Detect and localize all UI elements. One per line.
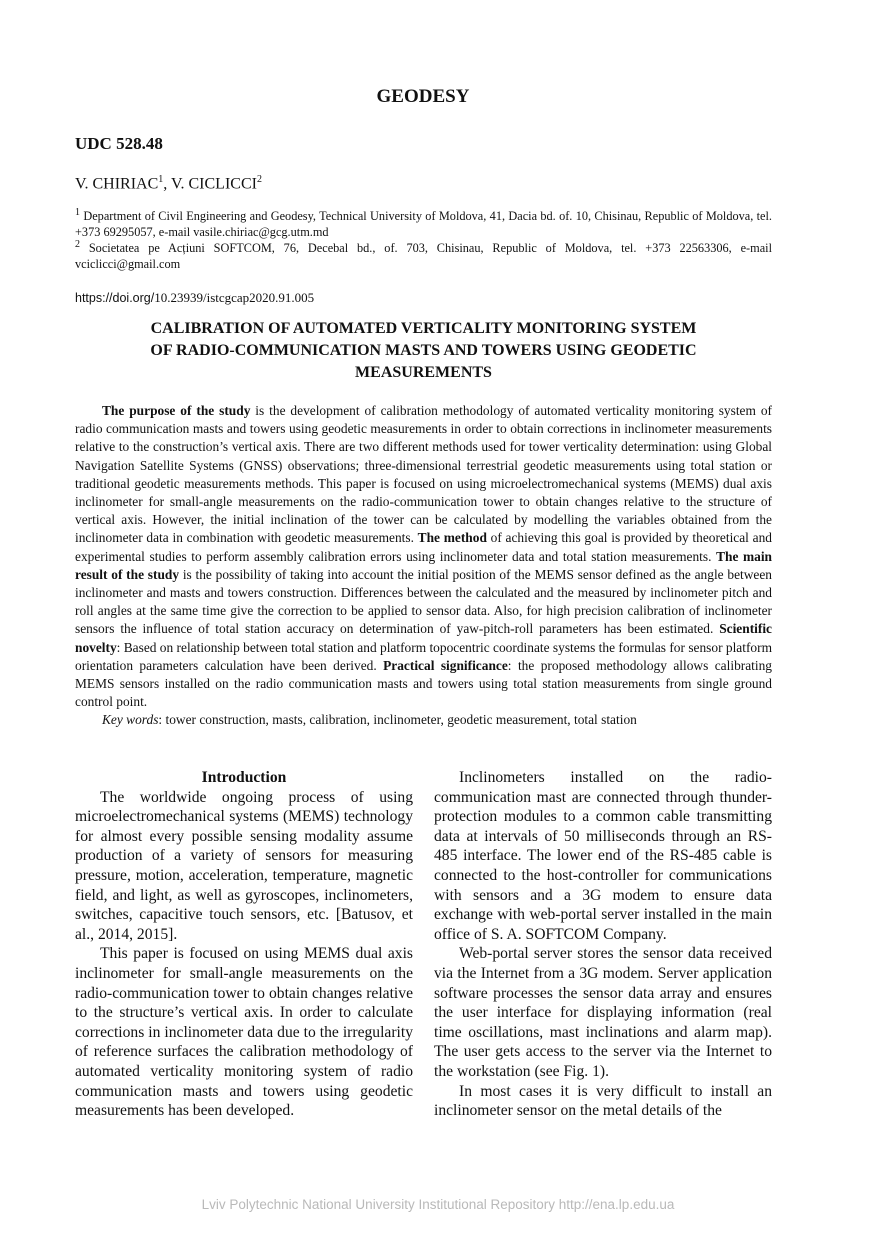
right-paragraph-1: Inclinometers installed on the radio-communication mast are connected through thunder-protection modules to a common cable transmitting data at intervals of 50 milliseconds through an RS-485 interface. The lower end of the RS-485 cable is connected to the host-controller for communications with sensors and a 3G modem to ensure data exchange with web-portal server installed in the main office of S. A. SOFTCOM Company. bbox=[434, 769, 772, 943]
left-column bbox=[75, 768, 413, 1121]
introduction-heading: Introduction bbox=[201, 769, 287, 786]
author-separator: , bbox=[163, 175, 171, 193]
keywords-label: Key words bbox=[102, 712, 159, 728]
repository-footer: Lviv Polytechnic National University Institutional Repository http://ena.lp.edu.ua bbox=[201, 1197, 675, 1212]
affiliation-2-text: Societatea pe Acțiuni SOFTCOM, 76, Decebal bd., of. 703, Chisinau, Republic of Moldova, tel. +373 22563306, e-mail vciclicci@gmail.com bbox=[75, 241, 772, 272]
practical-label: Practical significance bbox=[383, 657, 508, 673]
authors bbox=[75, 174, 262, 193]
author-2-affiliation-mark: 2 bbox=[256, 174, 262, 185]
udc-code: UDC 528.48 bbox=[75, 134, 163, 153]
purpose-text: is the development of calibration methodology of automated verticality monitoring system of radio communication masts and towers using geodetic measurements in order to obtain corrections in inclinometer measurements relative to the construction’s vertical axis. There are two different methods used for tower verticality determination: using Global Navigation Satellite Systems (GNSS) observations; three-dimensional terrestrial geodetic measurements using total station or traditional geodetic measurements methods. This paper is focused on using microelectromechanical systems (MEMS) dual axis inclinometer for small-angle measurements on the radio-communication tower to obtain changes relative to the structure of vertical axis. However, the initial inclination of the tower can be calculated by modelling the variables obtained from the inclinometer data in combination with geodetic measurements. bbox=[75, 403, 772, 546]
method-text: of achieving this goal is provided by theoretical and experimental studies to perform assembly calibration errors using inclinometer data and total station measurements. bbox=[75, 530, 772, 564]
result-label: The main result of the study bbox=[75, 548, 772, 582]
affiliation-2-mark: 2 bbox=[75, 239, 80, 250]
paper-title-line-3: MEASUREMENTS bbox=[355, 364, 492, 381]
doi-id: 10.23939/istcgcap2020.91.005 bbox=[154, 290, 315, 305]
right-column bbox=[434, 768, 772, 1121]
paper-title-line-2: OF RADIO-COMMUNICATION MASTS AND TOWERS USING GEODETIC bbox=[150, 342, 697, 359]
section-heading: GEODESY bbox=[376, 86, 470, 107]
left-paragraph-2: This paper is focused on using MEMS dual axis inclinometer for small-angle measurements on the radio-communication tower to obtain changes relative to the structure’s vertical axis. In order to calculate corrections in inclinometer data due to the irregularity of reference surfaces the calibration methodology of automated verticality monitoring system of radio communication masts and towers using geodetic measurements has been developed. bbox=[75, 945, 413, 1120]
author-1: V. CHIRIAC bbox=[75, 175, 159, 193]
novelty-label: Scientific novelty bbox=[75, 621, 772, 655]
right-paragraph-2: Web-portal server stores the sensor data received via the Internet from a 3G modem. Server application software processes the sensor data array and ensures the user interface for displaying information (real time oscillations, mast inclinations and alarm map). The user gets access to the server via the Internet to the workstation (see Fig. 1). bbox=[434, 945, 772, 1080]
result-text: is the possibility of taking into account the initial position of the MEMS sensor defined as the angle between inclinometer and masts and towers construction. Differences between the calculated and the measured by inclinometer pitch and roll angles at the same time give the correction to be applied to sensor data. Also, for high precision calibration of inclinometer sensors the influence of total station accuracy on determination of yaw-pitch-roll parameters has been estimated. bbox=[75, 566, 772, 637]
doi-link[interactable] bbox=[75, 290, 314, 306]
keywords bbox=[75, 711, 772, 729]
abstract-body bbox=[75, 402, 772, 711]
keywords-text: : tower construction, masts, calibration, inclinometer, geodetic measurement, total station bbox=[158, 712, 637, 728]
left-paragraph-1: The worldwide ongoing process of using microelectromechanical systems (MEMS) technology for almost every possible sensing modality assume production of a variety of sensors for measuring pressure, motion, acceleration, temperature, magnetic field, and light, as well as gyroscopes, inclinometers, switches, capacitive touch sensors, etc. [Batusov, et al., 2014, 2015]. bbox=[75, 788, 413, 943]
affiliation-1-text: Department of Civil Engineering and Geodesy, Technical University of Moldova, 41, Dacia bd. of. 10, Chisinau, Republic of Moldova, tel. +373 69295057, e-mail vasile.chiriac@gcg.utm.md bbox=[75, 209, 772, 240]
method-label: The method bbox=[417, 530, 487, 546]
affiliation-1 bbox=[75, 205, 772, 240]
affiliation-2 bbox=[75, 237, 772, 272]
right-paragraph-3: In most cases it is very difficult to install an inclinometer sensor on the metal details of the bbox=[434, 1082, 772, 1120]
paper-title-line-1: CALIBRATION OF AUTOMATED VERTICALITY MONITORING SYSTEM bbox=[150, 320, 697, 337]
purpose-label: The purpose of the study bbox=[102, 403, 251, 418]
novelty-text: : Based on relationship between total station and platform topocentric coordinate systems the formulas for sensor platform orientation parameters calculation have been derived. bbox=[75, 639, 772, 673]
doi-prefix: https://doi.org/ bbox=[75, 291, 155, 305]
practical-text: : the proposed methodology allows calibrating MEMS sensors installed on the radio communication masts and towers using total station measurements from single ground control point. bbox=[75, 657, 772, 710]
author-1-affiliation-mark: 1 bbox=[158, 174, 164, 185]
paper-title bbox=[75, 318, 772, 384]
affiliation-1-mark: 1 bbox=[75, 207, 80, 218]
abstract bbox=[75, 402, 772, 730]
author-2: V. CICLICCI bbox=[171, 175, 257, 193]
